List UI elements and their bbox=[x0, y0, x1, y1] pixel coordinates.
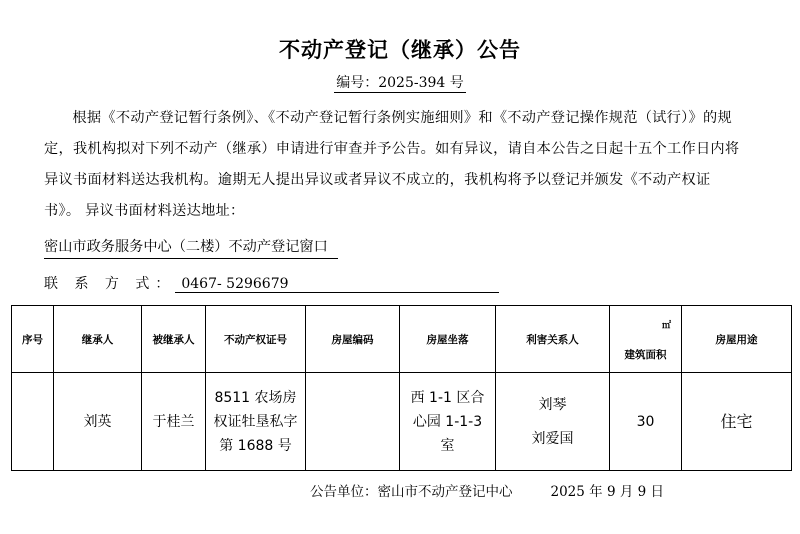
header-cert-no: 不动产权证号 bbox=[206, 306, 306, 373]
cert-no-text: 8511 农场房权证牡垦私字第 1688 号 bbox=[213, 389, 298, 454]
document-number bbox=[0, 72, 800, 92]
contact-label: 联 系 方 式： bbox=[44, 276, 176, 292]
header-area bbox=[610, 306, 682, 373]
cell-cert-no bbox=[206, 373, 306, 471]
cell-area: 30 bbox=[610, 373, 682, 471]
header-house-code: 房屋编码 bbox=[306, 306, 400, 373]
notice-footer bbox=[310, 480, 664, 500]
header-decedent: 被继承人 bbox=[142, 306, 206, 373]
contact-phone: 0467- 5296679 bbox=[175, 276, 499, 293]
inheritance-table bbox=[11, 305, 792, 471]
cell-usage: 住宅 bbox=[682, 373, 792, 471]
header-heir: 继承人 bbox=[54, 306, 142, 373]
table-row bbox=[12, 373, 792, 471]
header-seq: 序号 bbox=[12, 306, 54, 373]
document-number-text: 编号：2025-394 号 bbox=[336, 75, 464, 91]
contact-line bbox=[44, 273, 499, 293]
table-header-row bbox=[12, 306, 792, 373]
header-area-label: 建筑面积 bbox=[624, 349, 667, 361]
location-text: 西 1-1 区合心园 1-1-3 室 bbox=[410, 389, 485, 454]
cell-stakeholders bbox=[496, 373, 610, 471]
notice-title: 不动产登记（继承）公告 bbox=[279, 37, 521, 62]
cell-heir: 刘英 bbox=[54, 373, 142, 471]
issue-date: 2025 年 9 月 9 日 bbox=[550, 484, 664, 500]
stakeholder-1: 刘琴 bbox=[538, 396, 567, 413]
submission-address: 密山市政务服务中心（二楼）不动产登记窗口 bbox=[44, 236, 338, 259]
cell-house-code bbox=[306, 373, 400, 471]
stakeholder-2: 刘爱国 bbox=[531, 430, 574, 447]
header-location: 房屋坐落 bbox=[400, 306, 496, 373]
notice-body: 根据《不动产登记暂行条例》、《不动产登记暂行条例实施细则》和《不动产登记操作规范（试行）》的规定，我机构拟对下列不动产（继承）申请进行审查并予公告。如有异议，请自本公告之日起十五个工作日内将异议书面材料送达我机构。逾期无人提出异议或者异议不成立的，我机构将予以登记并颁发《不动产权证书》。 异议书面材料送达地址： bbox=[44, 110, 740, 219]
header-stakeholders: 利害关系人 bbox=[496, 306, 610, 373]
header-area-unit: ㎡ bbox=[661, 321, 671, 331]
cell-seq bbox=[12, 373, 54, 471]
issuer: 公告单位：密山市不动产登记中心 bbox=[310, 484, 513, 500]
cell-decedent: 于桂兰 bbox=[142, 373, 206, 471]
header-usage: 房屋用途 bbox=[682, 306, 792, 373]
cell-location bbox=[400, 373, 496, 471]
